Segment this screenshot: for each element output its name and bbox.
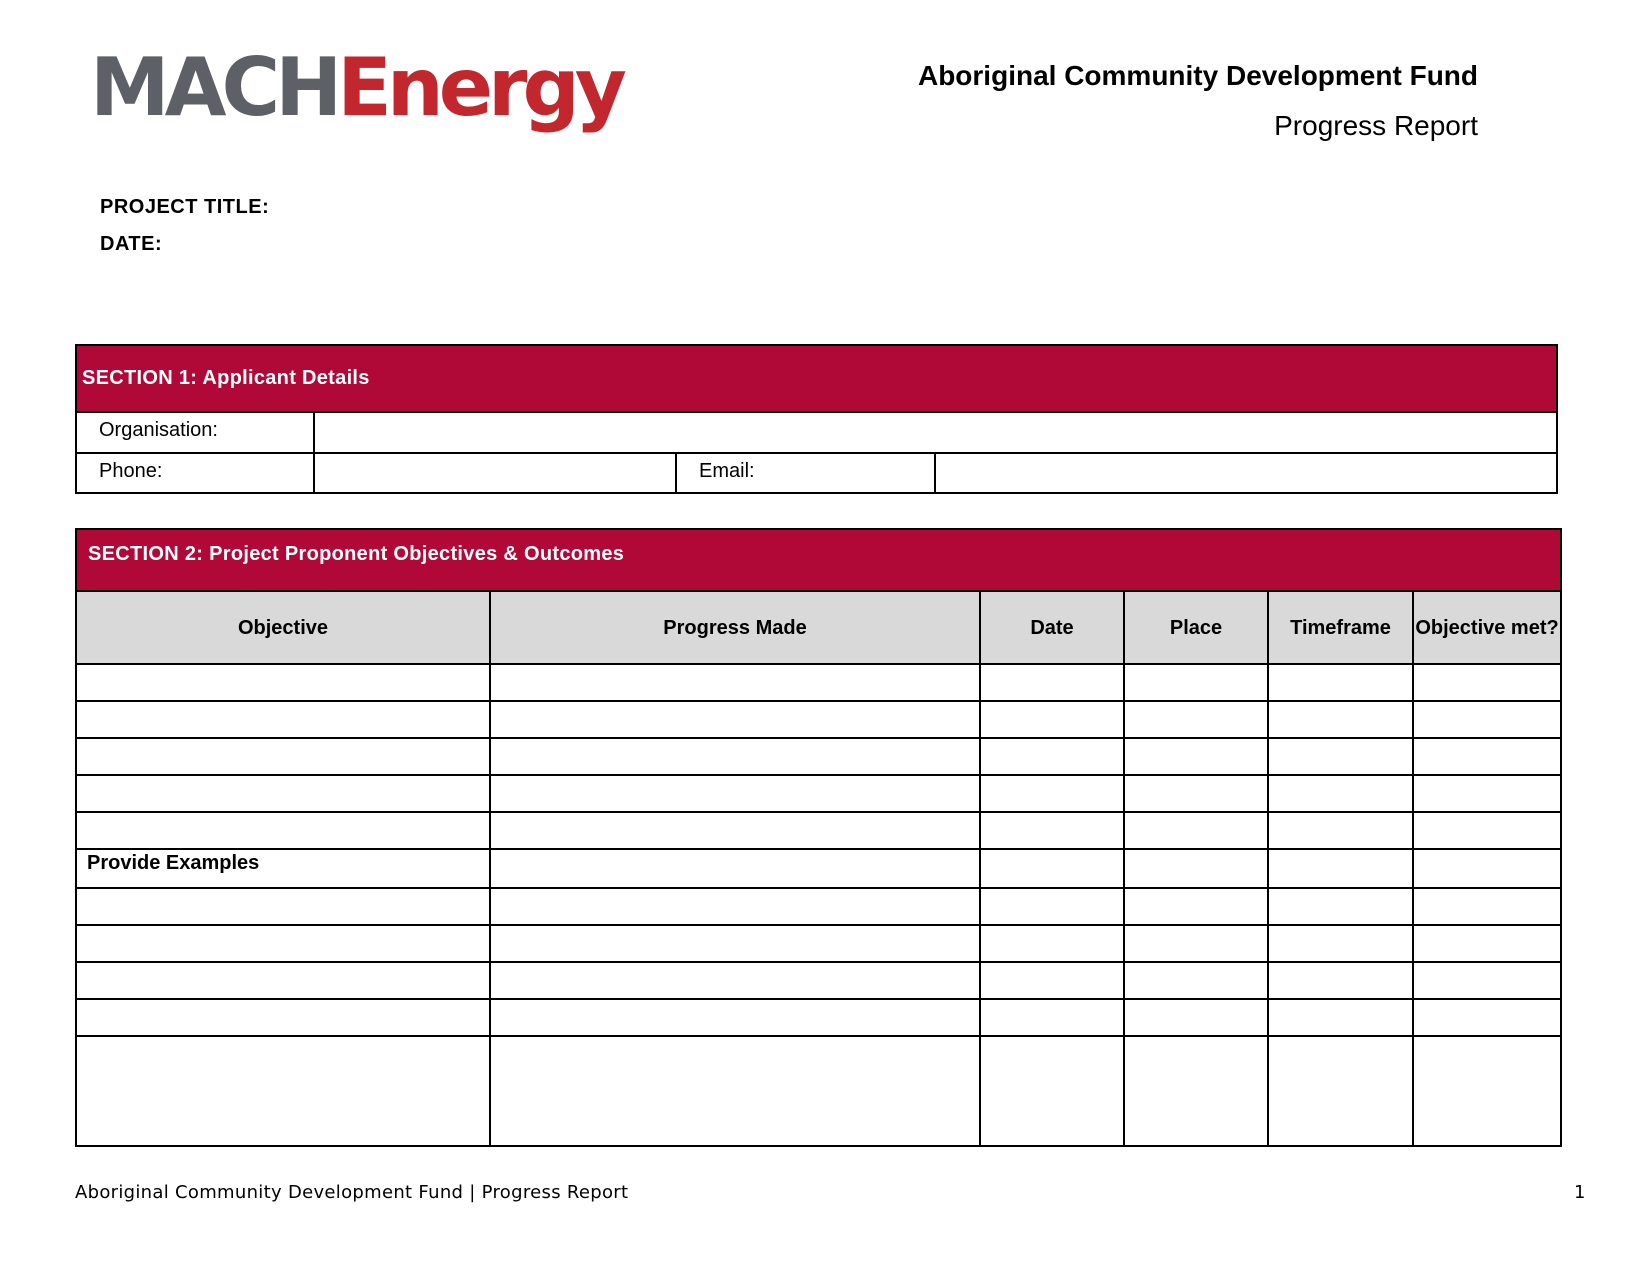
section2-heading: SECTION 2: Project Proponent Objectives & Outcomes	[76, 529, 1561, 591]
table-cell[interactable]	[490, 738, 980, 775]
table-cell[interactable]	[1268, 664, 1413, 701]
organisation-field[interactable]	[314, 412, 1557, 453]
table-cell[interactable]	[980, 812, 1124, 849]
table-cell[interactable]	[1124, 812, 1268, 849]
table-row	[76, 849, 1561, 888]
table-cell[interactable]	[980, 849, 1124, 888]
table-cell[interactable]	[1268, 701, 1413, 738]
table-row	[76, 925, 1561, 962]
table-row	[76, 1036, 1561, 1146]
table-cell[interactable]	[1413, 999, 1561, 1036]
table-cell[interactable]	[490, 1036, 980, 1146]
table-row	[76, 775, 1561, 812]
table-cell[interactable]	[1124, 664, 1268, 701]
table-cell[interactable]	[980, 738, 1124, 775]
table-cell[interactable]	[490, 849, 980, 888]
machenergy-logo	[90, 41, 622, 134]
table-cell[interactable]	[1124, 962, 1268, 999]
table-cell[interactable]	[1268, 999, 1413, 1036]
table-row	[76, 962, 1561, 999]
date-label: DATE:	[100, 233, 163, 255]
table-cell[interactable]	[980, 925, 1124, 962]
document-title: Aboriginal Community Development Fund	[917, 60, 1478, 91]
table-cell[interactable]	[490, 962, 980, 999]
table-cell[interactable]	[1124, 925, 1268, 962]
table-cell[interactable]	[490, 701, 980, 738]
organisation-label: Organisation:	[76, 412, 314, 453]
table-cell[interactable]	[1413, 738, 1561, 775]
table-cell[interactable]	[980, 962, 1124, 999]
col-date: Date	[980, 591, 1124, 664]
table-cell[interactable]	[76, 962, 490, 999]
footer-text: Aboriginal Community Development Fund | Progress Report	[75, 1182, 629, 1203]
col-timeframe: Timeframe	[1268, 591, 1413, 664]
table-cell[interactable]	[1413, 664, 1561, 701]
table-cell[interactable]	[1268, 738, 1413, 775]
table-cell[interactable]	[76, 664, 490, 701]
table-cell[interactable]	[980, 1036, 1124, 1146]
table-cell[interactable]	[76, 701, 490, 738]
table-cell[interactable]	[1413, 888, 1561, 925]
table-cell[interactable]	[980, 775, 1124, 812]
table-cell[interactable]	[1413, 812, 1561, 849]
table-cell[interactable]	[76, 999, 490, 1036]
table-cell[interactable]	[980, 664, 1124, 701]
table-cell[interactable]	[490, 888, 980, 925]
table-row	[76, 738, 1561, 775]
provide-examples-label: Provide Examples	[76, 849, 490, 888]
table-cell[interactable]	[1268, 1036, 1413, 1146]
table-cell[interactable]	[1413, 1036, 1561, 1146]
table-cell[interactable]	[1268, 775, 1413, 812]
table-cell[interactable]	[1413, 925, 1561, 962]
table-cell[interactable]	[1268, 888, 1413, 925]
table-cell[interactable]	[76, 1036, 490, 1146]
email-label: Email:	[676, 453, 935, 493]
table-cell[interactable]	[490, 664, 980, 701]
table-cell[interactable]	[76, 888, 490, 925]
col-progress-made: Progress Made	[490, 591, 980, 664]
table-cell[interactable]	[1268, 812, 1413, 849]
table-cell[interactable]	[490, 812, 980, 849]
page-number: 1	[1574, 1182, 1586, 1203]
table-cell[interactable]	[1413, 775, 1561, 812]
table-row	[76, 701, 1561, 738]
col-objective: Objective	[76, 591, 490, 664]
table-cell[interactable]	[76, 812, 490, 849]
table-cell[interactable]	[490, 925, 980, 962]
table-cell[interactable]	[1124, 999, 1268, 1036]
table-cell[interactable]	[1268, 925, 1413, 962]
table-cell[interactable]	[76, 738, 490, 775]
phone-field[interactable]	[314, 453, 676, 493]
table-cell[interactable]	[76, 775, 490, 812]
table-cell[interactable]	[490, 999, 980, 1036]
table-cell[interactable]	[1124, 738, 1268, 775]
col-place: Place	[1124, 591, 1268, 664]
logo-mach: MACH	[90, 41, 338, 134]
table-row	[76, 812, 1561, 849]
table-cell[interactable]	[980, 999, 1124, 1036]
logo-energy: Energy	[337, 41, 622, 134]
objectives-table	[75, 528, 1562, 1147]
table-cell[interactable]	[980, 888, 1124, 925]
table-cell[interactable]	[76, 925, 490, 962]
table-cell[interactable]	[1413, 849, 1561, 888]
table-cell[interactable]	[1124, 775, 1268, 812]
table-row	[76, 664, 1561, 701]
section1-heading: SECTION 1: Applicant Details	[76, 345, 1557, 412]
table-cell[interactable]	[1124, 888, 1268, 925]
table-cell[interactable]	[1124, 849, 1268, 888]
table-cell[interactable]	[1268, 962, 1413, 999]
table-cell[interactable]	[980, 701, 1124, 738]
col-objective-met: Objective met?	[1413, 591, 1561, 664]
table-cell[interactable]	[1124, 701, 1268, 738]
table-cell[interactable]	[1268, 849, 1413, 888]
table-cell[interactable]	[1124, 1036, 1268, 1146]
table-row	[76, 888, 1561, 925]
applicant-details-table	[75, 344, 1558, 494]
table-cell[interactable]	[1413, 962, 1561, 999]
phone-label: Phone:	[76, 453, 314, 493]
email-field[interactable]	[935, 453, 1557, 493]
document-subtitle: Progress Report	[1274, 110, 1478, 141]
project-title-label: PROJECT TITLE:	[100, 196, 270, 218]
table-cell[interactable]	[1413, 701, 1561, 738]
table-cell[interactable]	[490, 775, 980, 812]
table-row	[76, 999, 1561, 1036]
